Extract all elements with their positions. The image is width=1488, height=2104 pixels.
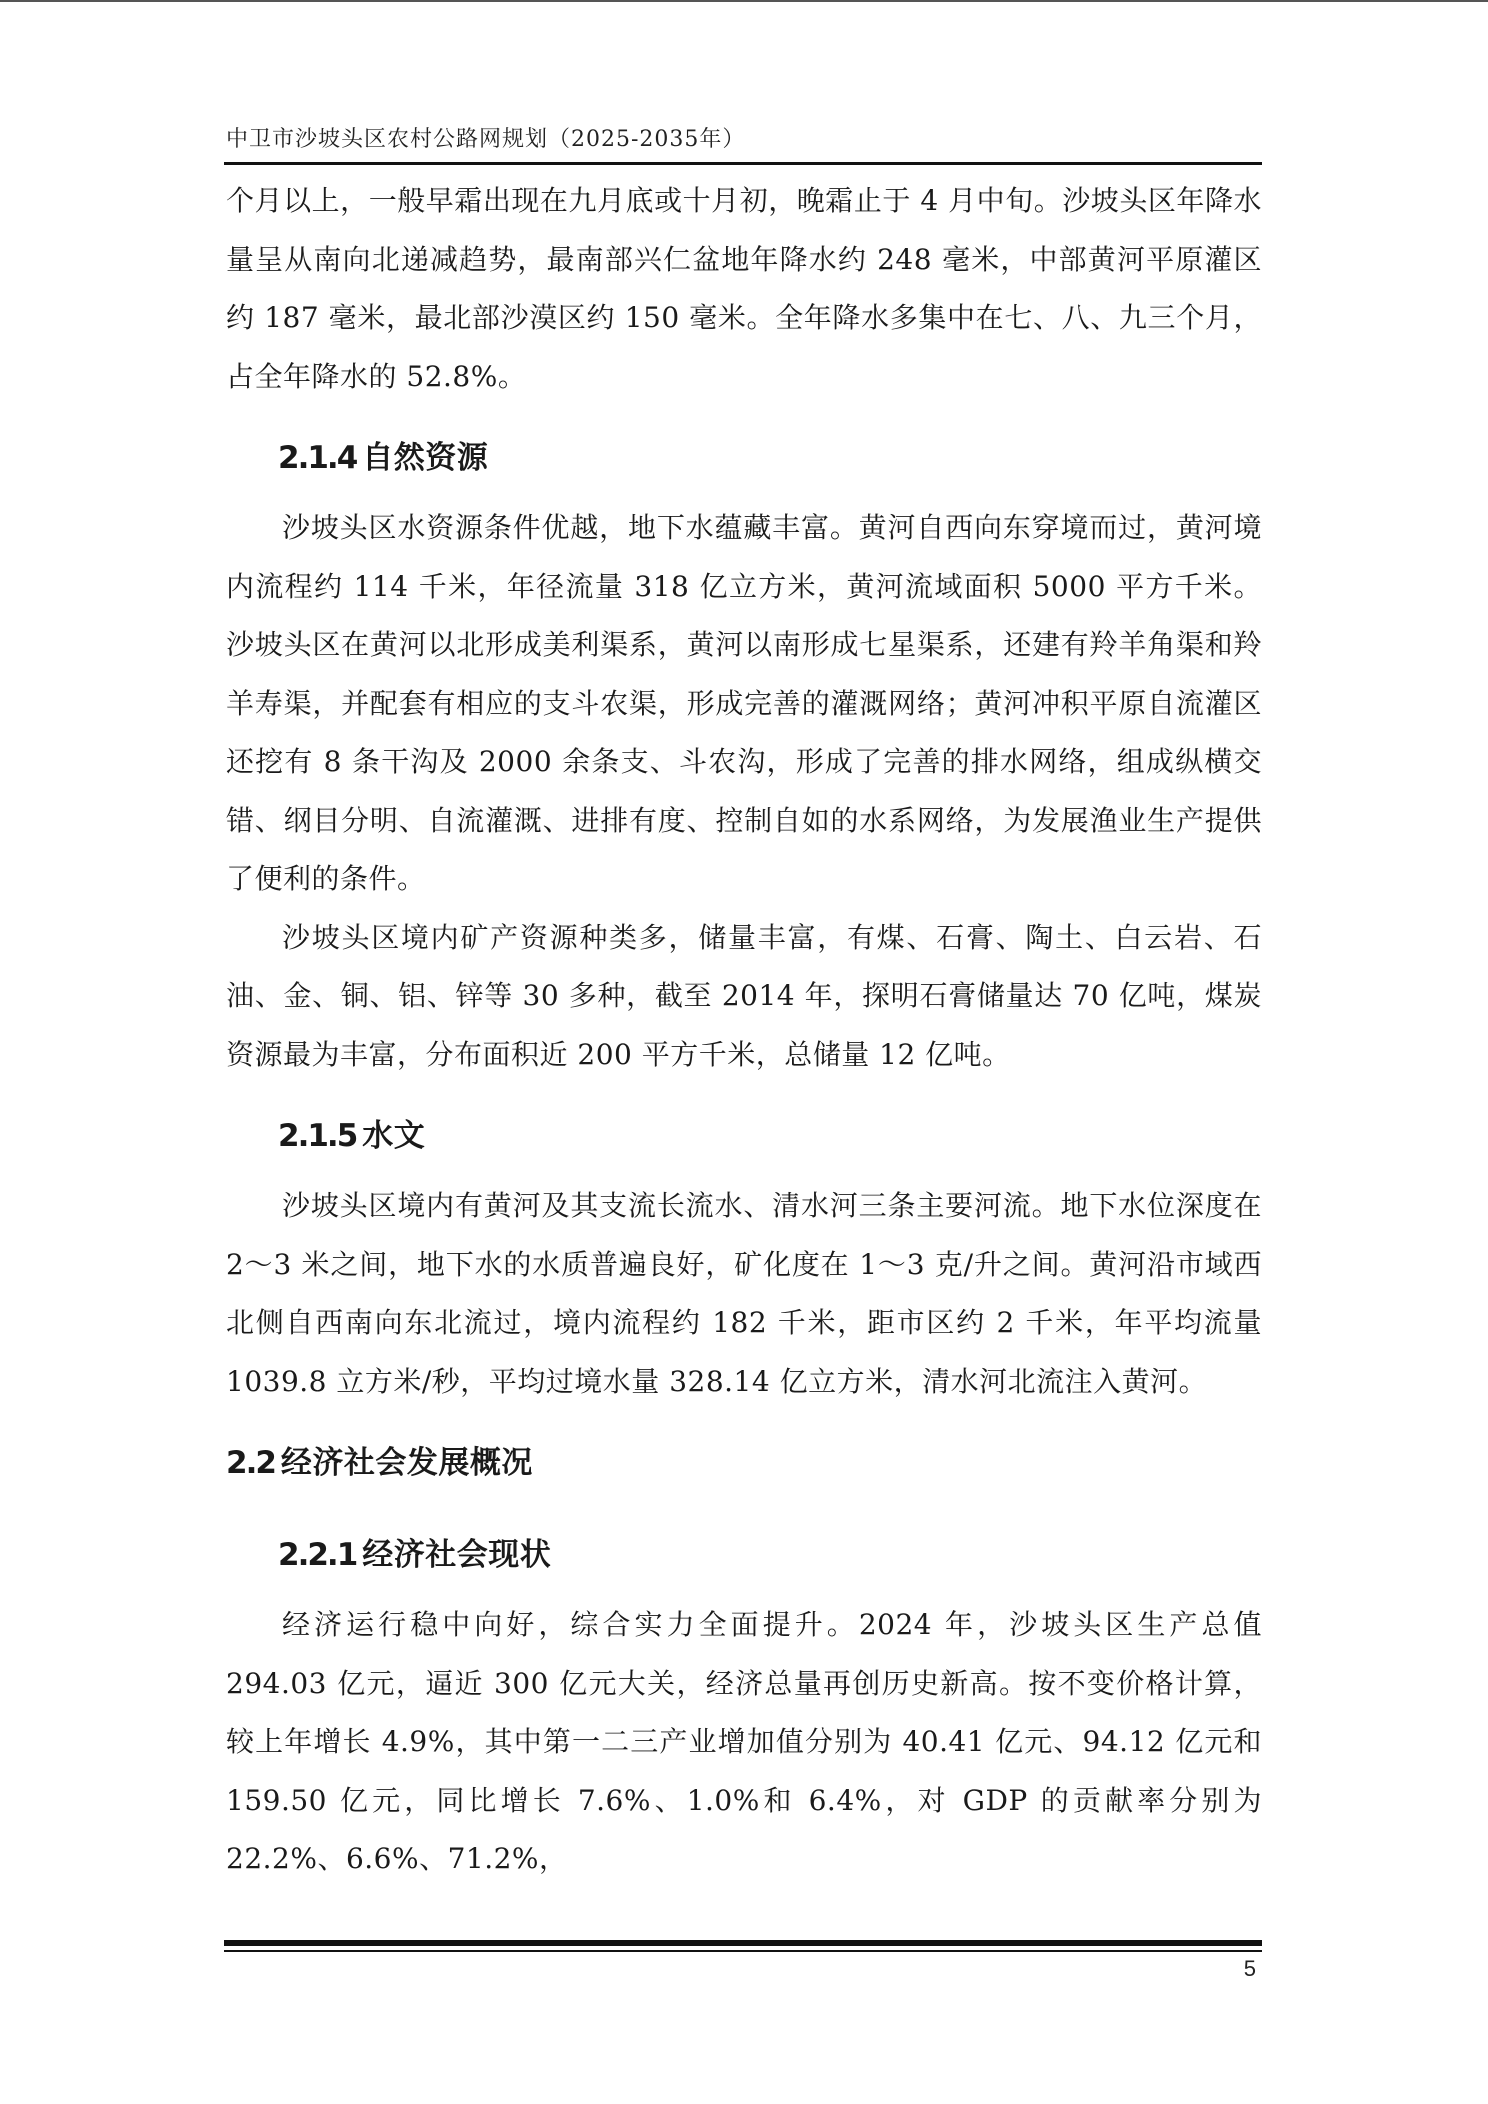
header-rule [224,162,1262,165]
heading-title: 水文 [362,1118,426,1154]
paragraph-climate-continued: 个月以上，一般早霜出现在九月底或十月初，晚霜止于 4 月中旬。沙坡头区年降水量呈从南向北递减趋势，最南部兴仁盆地年降水约 248 毫米，中部黄河平原灌区约 187 毫米，最北部沙漠区约 150 毫米。全年降水多集中在七、八、九三个月，占全年降水的 52.8%。 [226,184,1262,393]
footer-rule-thick [224,1940,1262,1946]
paragraph-hydrology: 沙坡头区境内有黄河及其支流长流水、清水河三条主要河流。地下水位深度在 2～3 米之间，地下水的水质普遍良好，矿化度在 1～3 克/升之间。黄河沿市域西北侧自西南向东北流过，境内流程约 182 千米，距市区约 2 千米，年平均流量 1039.8 立方米/秒，平均过境水量 328.14 亿立方米，清水河北流注入黄河。 [226,1189,1262,1398]
heading-number: 2.1.5 [278,1118,357,1154]
heading-2-2 [226,1434,1262,1492]
page-top-border [0,0,1488,2]
heading-number: 2.2 [226,1445,275,1481]
paragraph-water-resources: 沙坡头区水资源条件优越，地下水蕴藏丰富。黄河自西向东穿境而过，黄河境内流程约 114 千米，年径流量 318 亿立方米，黄河流域面积 5000 平方千米。沙坡头区在黄河以北形成美利渠系，黄河以南形成七星渠系，还建有羚羊角渠和羚羊寿渠，并配套有相应的支斗农渠，形成完善的灌溉网络；黄河冲积平原自流灌区还挖有 8 条干沟及 2000 余条支、斗农沟，形成了完善的排水网络，组成纵横交错、纲目分明、自流灌溉、进排有度、控制自如的水系网络，为发展渔业生产提供了便利的条件。 [226,511,1262,895]
heading-title: 经济社会发展概况 [280,1445,533,1481]
heading-2-1-5 [226,1107,1262,1165]
paragraph-mineral-resources: 沙坡头区境内矿产资源种类多，储量丰富，有煤、石膏、陶土、白云岩、石油、金、铜、铝、锌等 30 多种，截至 2014 年，探明石膏储量达 70 亿吨，煤炭资源最为丰富，分布面积近 200 平方千米，总储量 12 亿吨。 [226,920,1262,1071]
heading-number: 2.2.1 [278,1537,357,1573]
running-header: 中卫市沙坡头区农村公路网规划（2025-2035年） [226,127,746,152]
heading-2-2-1 [226,1526,1262,1584]
page-content [226,172,1262,1889]
heading-title: 自然资源 [362,440,489,476]
page-number: 5 [1243,1956,1256,1981]
heading-title: 经济社会现状 [362,1537,552,1573]
footer-rule-thin [224,1950,1262,1952]
heading-number: 2.1.4 [278,440,357,476]
heading-2-1-4 [226,429,1262,487]
paragraph-economy: 经济运行稳中向好，综合实力全面提升。2024 年，沙坡头区生产总值 294.03 亿元，逼近 300 亿元大关，经济总量再创历史新高。按不变价格计算，较上年增长 4.9%，其中第一二三产业增加值分别为 40.41 亿元、94.12 亿元和 159.50 亿元，同比增长 7.6%、1.0%和 6.4%，对 GDP 的贡献率分别为 22.2%、6.6%、71.2%， [226,1608,1262,1875]
